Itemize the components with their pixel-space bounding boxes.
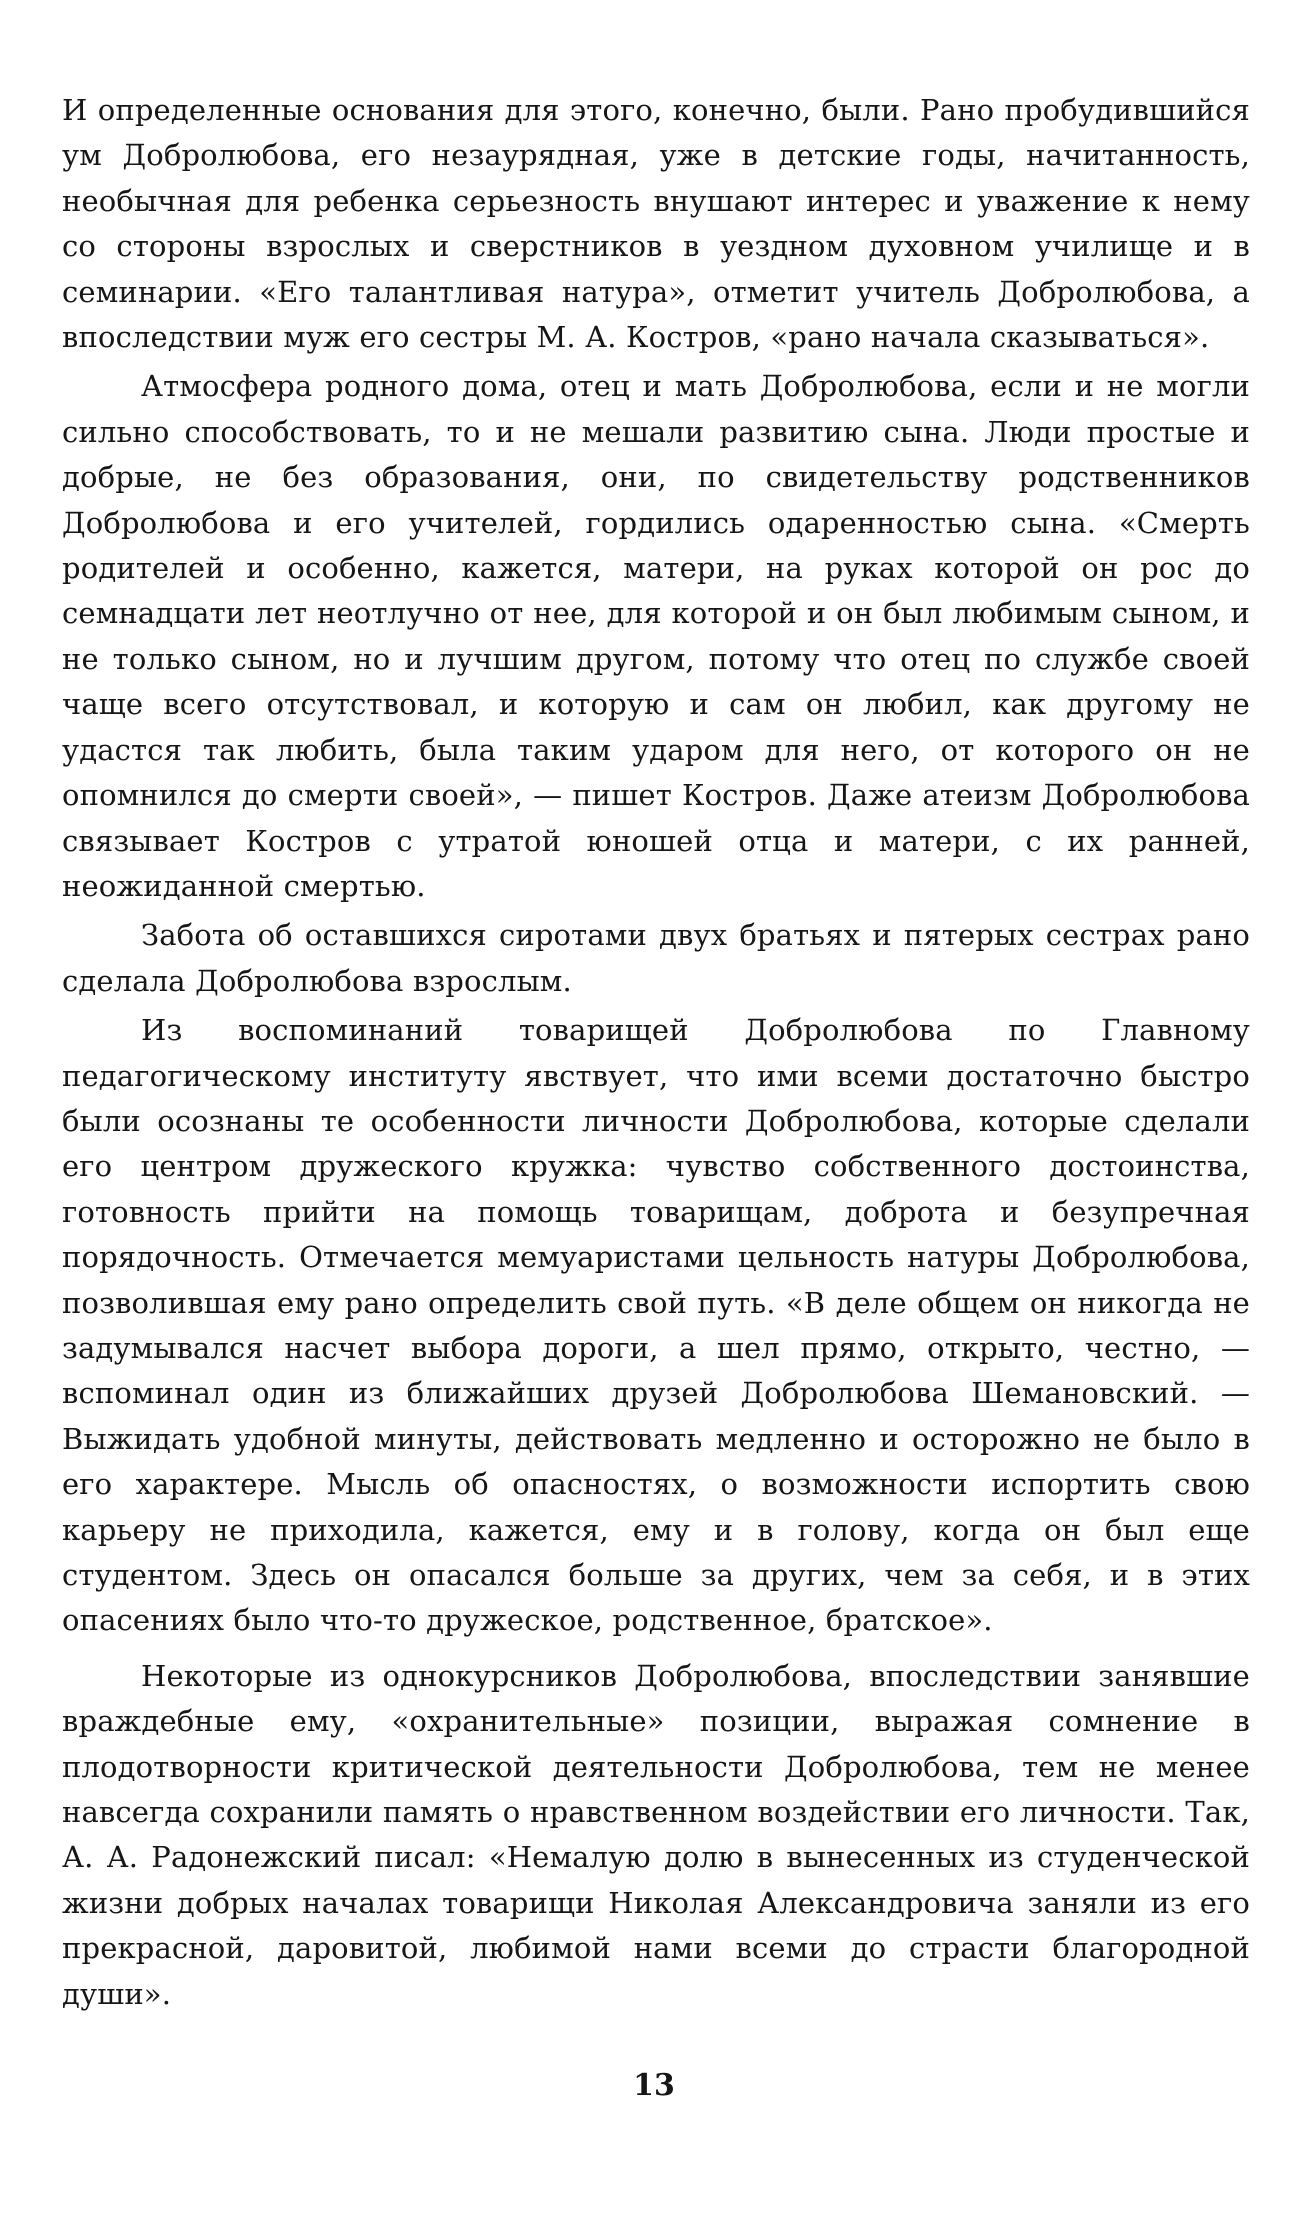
page-number: 13	[633, 2068, 675, 2103]
paragraph-4: Из воспоминаний товарищей Добролюбова по Главному педагогическому институту явствует, что ими всеми достаточно быстро были осознаны те особенности личности Добролюбова, которые сделали его центром дружеского кружка: чувство собственного достоинства, готовность прийти на помощь товарищам, доброта и безупречная порядочность. Отмечается мемуаристами цельность натуры Добролюбова, позволившая ему рано определить свой путь. «В деле общем он никогда не задумывался насчет выбора дороги, а шел прямо, открыто, честно, — вспоминал один из ближайших друзей Добролюбова Шемановский. — Выжидать удобной минуты, действовать медленно и осторожно не было в его характере. Мысль об опасностях, о возможности испортить свою карьеру не приходила, кажется, ему и в голову, когда он был еще студентом. Здесь он опасался больше за других, чем за себя, и в этих опасениях было что-то дружеское, родственное, братское».	[62, 1013, 1250, 1638]
paragraph-2: Атмосфера родного дома, отец и мать Добролюбова, если и не могли сильно способствовать, то и не мешали развитию сына. Люди простые и добрые, не без образования, они, по свидетельству родственников Добролюбова и его учителей, гордились одаренностью сына. «Смерть родителей и особенно, кажется, матери, на руках которой он рос до семнадцати лет неотлучно от нее, для которой и он был любимым сыном, и не только сыном, но и лучшим другом, потому что отец по службе своей чаще всего отсутствовал, и которую и сам он любил, как другому не удастся так любить, была таким ударом для него, от которого он не опомнился до смерти своей», — пишет Костров. Даже атеизм Добролюбова связывает Костров с утратой юношей отца и матери, с их ранней, неожиданной смертью.	[62, 369, 1250, 903]
paragraph-5: Некоторые из однокурсников Добролюбова, впоследствии занявшие враждебные ему, «охранительные» позиции, выражая сомнение в плодотворности критической деятельности Добролюбова, тем не менее навсегда сохранили память о нравственном воздействии его личности. Так, А. А. Радонежский писал: «Немалую долю в вынесенных из студенческой жизни добрых началах товарищи Николая Александровича заняли из его прекрасной, даровитой, любимой нами всеми до страсти благородной души».	[62, 1658, 1250, 2011]
paragraph-3: Забота об оставшихся сиротами двух братьях и пятерых сестрах рано сделала Добролюбова взрослым.	[62, 918, 1250, 998]
paragraph-1: И определенные основания для этого, конечно, были. Рано пробудившийся ум Добролюбова, его незаурядная, уже в детские годы, начитанность, необычная для ребенка серьезность внушают интерес и уважение к нему со стороны взрослых и сверстников в уездном духовном училище и в семинарии. «Его талантливая натура», отметит учитель Добролюбова, а впоследствии муж его сестры М. А. Костров, «рано начала сказываться».	[62, 93, 1250, 355]
page-text-body	[62, 88, 1250, 2017]
